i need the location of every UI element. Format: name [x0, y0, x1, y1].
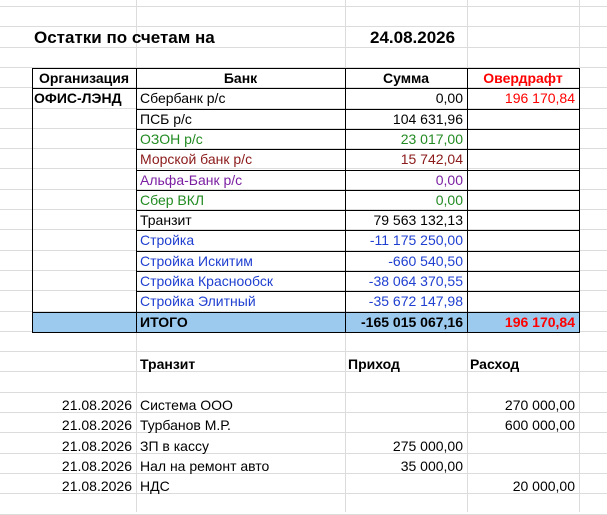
- table-row-border: [136, 271, 579, 272]
- table-row-border: [136, 230, 579, 231]
- transit-income[interactable]: [345, 415, 463, 435]
- transit-date[interactable]: 21.08.2026: [61, 417, 132, 434]
- account-sum[interactable]: -38 064 370,55: [368, 273, 463, 289]
- account-overdraft[interactable]: [467, 129, 575, 149]
- table-row-border: [136, 251, 579, 252]
- account-sum[interactable]: 15 742,04: [400, 151, 463, 168]
- header-org: Организация: [38, 70, 130, 86]
- transit-date[interactable]: 21.08.2026: [61, 397, 132, 413]
- account-bank[interactable]: Транзит: [140, 212, 192, 229]
- transit-income[interactable]: 35 000,00: [400, 457, 463, 474]
- report-title: Остатки по счетам на: [34, 28, 215, 47]
- total-label: ИТОГО: [140, 313, 188, 330]
- table-column-border: [136, 68, 137, 332]
- account-bank[interactable]: Сбер ВКЛ: [140, 191, 205, 208]
- table-row-border: [136, 109, 579, 110]
- account-bank[interactable]: Морской банк р/с: [140, 151, 253, 168]
- account-overdraft[interactable]: [467, 230, 575, 250]
- grid-row-line: [0, 351, 607, 352]
- table-column-border: [345, 68, 346, 332]
- transit-name[interactable]: Система ООО: [140, 397, 233, 413]
- transit-name[interactable]: ЗП в кассу: [140, 437, 209, 454]
- account-bank[interactable]: ОЗОН р/с: [140, 130, 203, 147]
- account-bank[interactable]: Стройка Элитный: [140, 293, 256, 310]
- transit-income[interactable]: 275 000,00: [392, 437, 463, 454]
- transit-income[interactable]: [345, 476, 463, 496]
- account-sum[interactable]: 0,00: [435, 191, 463, 208]
- account-overdraft[interactable]: [467, 210, 575, 230]
- table-column-border: [467, 68, 468, 332]
- transit-expense[interactable]: 270 000,00: [504, 397, 575, 413]
- transit-income[interactable]: [345, 395, 463, 415]
- account-overdraft[interactable]: [467, 291, 575, 311]
- table-row-border: [136, 291, 579, 292]
- table-border-left: [32, 68, 33, 332]
- account-sum[interactable]: 104 631,96: [392, 110, 463, 127]
- account-bank[interactable]: Стройка Краснообск: [140, 273, 274, 289]
- account-overdraft[interactable]: [467, 190, 575, 210]
- table-border-bottom: [32, 332, 579, 333]
- org-name: ОФИС-ЛЭНД: [34, 90, 122, 107]
- transit-date[interactable]: 21.08.2026: [61, 457, 132, 474]
- grid-row-line: [0, 6, 607, 7]
- total-sum: -165 015 067,16: [361, 313, 463, 330]
- transit-expense[interactable]: 600 000,00: [504, 417, 575, 434]
- table-row-border: [136, 129, 579, 130]
- transit-header-expense: Расход: [470, 356, 520, 372]
- transit-date[interactable]: 21.08.2026: [61, 437, 132, 454]
- account-bank[interactable]: ПСБ р/с: [140, 110, 192, 127]
- account-bank[interactable]: Альфа-Банк р/с: [140, 171, 243, 188]
- account-sum[interactable]: -35 672 147,98: [368, 293, 463, 310]
- grid-row-line: [0, 392, 607, 393]
- total-overdraft: 196 170,84: [504, 313, 575, 330]
- transit-expense[interactable]: [467, 436, 575, 456]
- transit-expense[interactable]: [467, 456, 575, 476]
- account-bank[interactable]: Стройка Искитим: [140, 252, 253, 269]
- account-overdraft[interactable]: [467, 149, 575, 169]
- account-overdraft[interactable]: [467, 251, 575, 271]
- account-bank[interactable]: Стройка: [140, 232, 195, 249]
- account-bank[interactable]: Сбербанк р/с: [140, 90, 226, 107]
- table-row-border: [136, 210, 579, 211]
- account-overdraft[interactable]: [467, 109, 575, 129]
- transit-expense[interactable]: 20 000,00: [512, 478, 575, 495]
- account-sum[interactable]: 0,00: [435, 90, 463, 107]
- account-sum[interactable]: 79 563 132,13: [373, 212, 463, 229]
- account-overdraft[interactable]: [467, 271, 575, 291]
- report-date[interactable]: 24.08.2026: [370, 28, 456, 47]
- header-overdraft: Овердрафт: [483, 70, 563, 86]
- transit-name[interactable]: Нал на ремонт авто: [140, 457, 270, 474]
- account-sum[interactable]: 0,00: [435, 171, 463, 188]
- header-bank: Банк: [223, 70, 258, 86]
- transit-header-name: Транзит: [140, 356, 196, 372]
- table-row-border: [32, 88, 136, 89]
- header-sum: Сумма: [382, 70, 430, 86]
- account-sum[interactable]: -11 175 250,00: [369, 232, 463, 249]
- table-row-border: [136, 190, 579, 191]
- transit-name[interactable]: Турбанов М.Р.: [140, 417, 231, 434]
- account-sum[interactable]: -660 540,50: [388, 252, 463, 269]
- table-row-border: [136, 312, 579, 313]
- table-border-right: [579, 68, 580, 333]
- table-row-border: [136, 170, 579, 171]
- account-overdraft[interactable]: [467, 170, 575, 190]
- transit-date[interactable]: 21.08.2026: [61, 478, 132, 495]
- transit-name[interactable]: НДС: [140, 478, 170, 495]
- table-row-border: [136, 149, 579, 150]
- transit-header-income: Приход: [348, 356, 400, 372]
- table-border-top: [32, 68, 579, 69]
- table-row-border: [32, 312, 136, 313]
- account-overdraft[interactable]: 196 170,84: [504, 90, 575, 107]
- account-sum[interactable]: 23 017,00: [400, 130, 463, 147]
- table-row-border: [136, 88, 579, 89]
